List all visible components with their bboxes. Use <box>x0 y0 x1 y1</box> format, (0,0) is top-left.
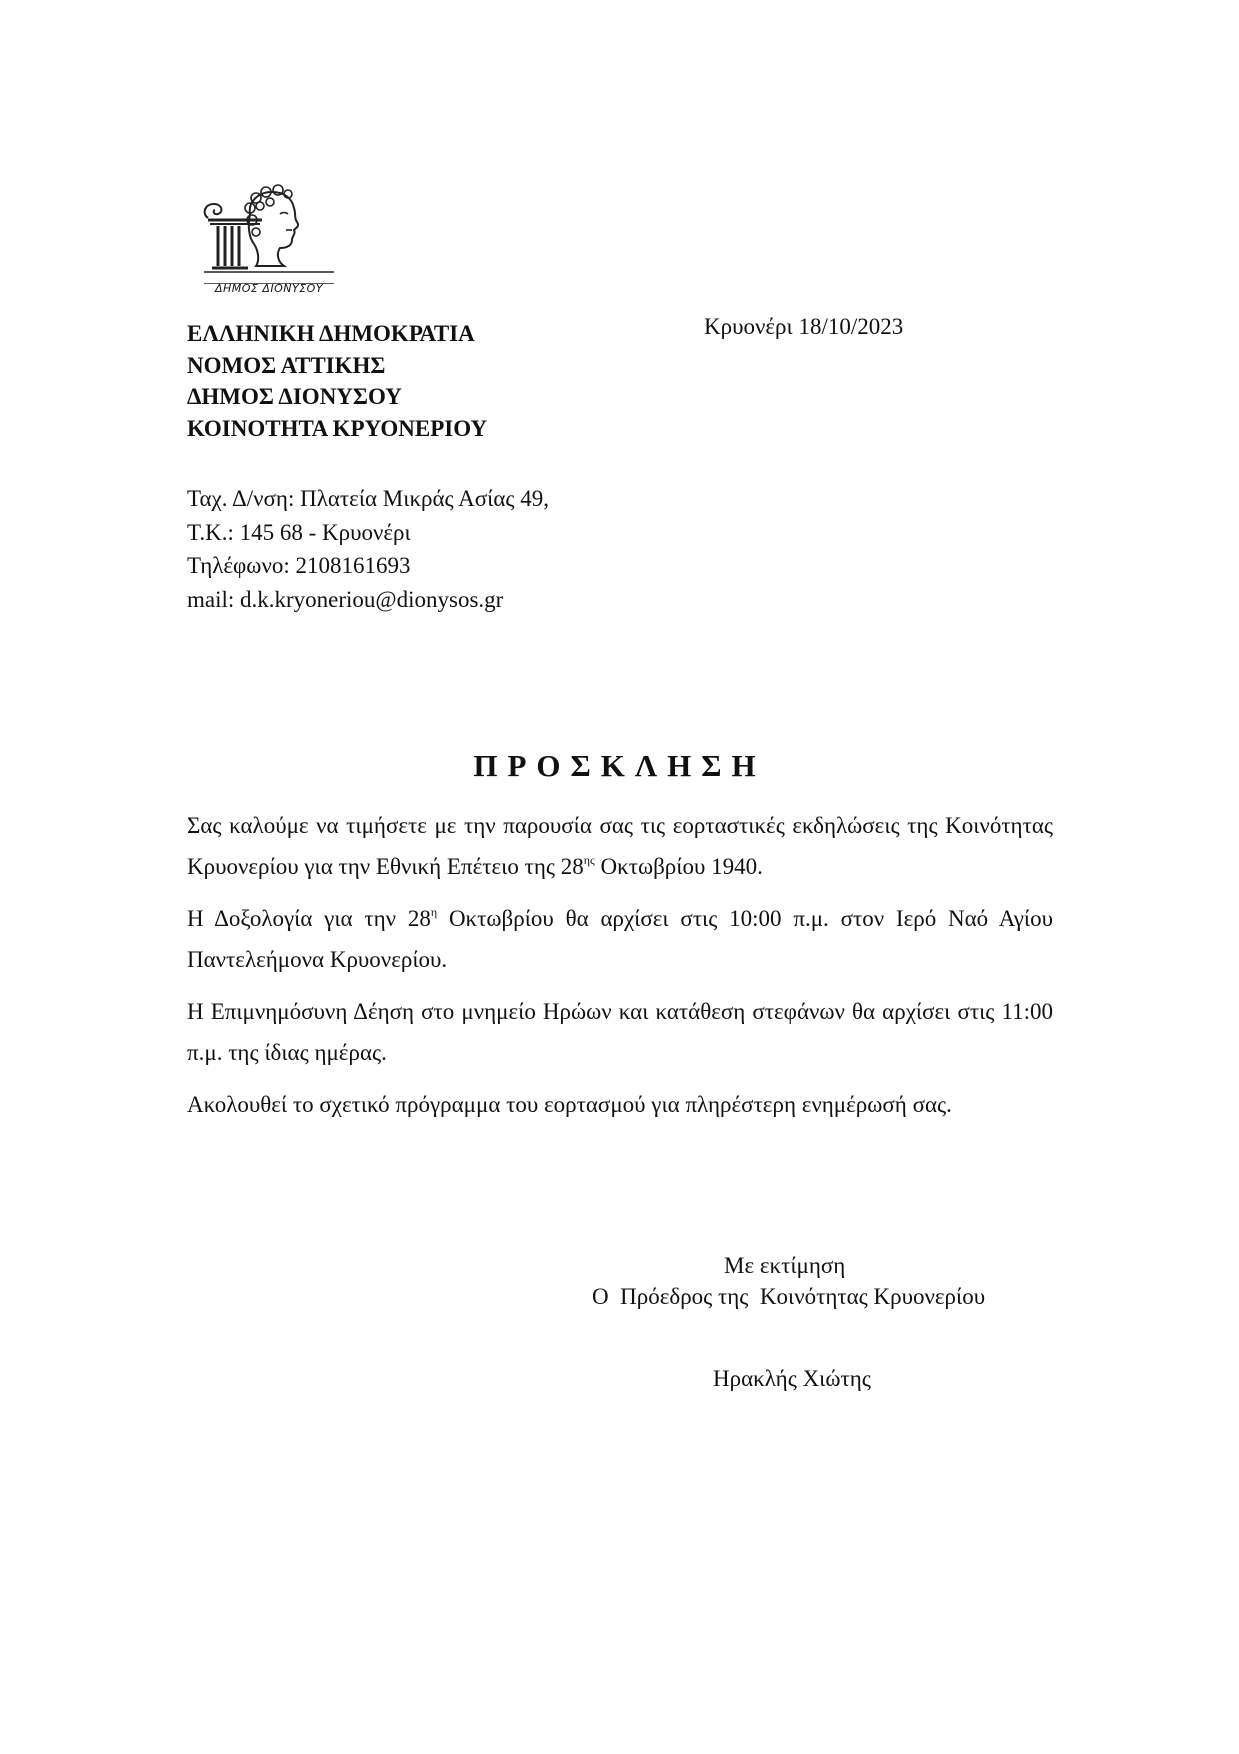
p1-text-end: Οκτωβρίου 1940. <box>594 853 763 879</box>
p2-text: Η Δοξολογία για την 28 <box>187 906 431 931</box>
paragraph-memorial: Η Επιμνημόσυνη Δέηση στο μνημείο Ηρώων και κατάθεση στεφάνων θα αρχίσει στις 11:00 π.μ. της ίδιας ημέρας. <box>187 999 1053 1065</box>
address-phone: Τηλέφωνο: 2108161693 <box>187 553 411 578</box>
contact-address <box>187 482 549 616</box>
invitation-body <box>187 806 1053 1138</box>
paragraph-doxology <box>187 899 1053 980</box>
header-line-country: ΕΛΛΗΝΙΚΗ ΔΗΜΟΚΡΑΤΙΑ <box>187 321 475 346</box>
p1-text: Σας καλούμε να τιμήσετε με την παρουσία σας τις εορταστικές εκδηλώσεις της Κοινότητας Κρυονερίου για την Εθνική Επέτειο της 28 <box>187 813 1053 879</box>
header-line-municipality: ΔΗΜΟΣ ΔΙΟΝΥΣΟΥ <box>187 384 402 409</box>
logo-caption: ΔΗΜΟΣ ΔΙΟΝΥΣΟΥ <box>214 282 324 295</box>
paragraph-invitation <box>187 806 1053 887</box>
closing-role: Ο Πρόεδρος της Κοινότητας Κρυονερίου <box>592 1284 986 1309</box>
address-mail: mail: d.k.kryoneriou@dionysos.gr <box>187 586 504 612</box>
dionysus-head-icon <box>200 184 338 284</box>
address-street: Ταχ. Δ/νση: Πλατεία Μικράς Ασίας 49, <box>187 486 550 511</box>
p2-superscript: η <box>430 905 438 919</box>
issuer-header <box>187 318 487 444</box>
signatory-name: Ηρακλής Χιώτης <box>713 1366 871 1391</box>
document-date: Κρυονέρι 18/10/2023 <box>704 314 904 339</box>
paragraph-program: Ακολουθεί το σχετικό πρόγραμμα του εορτασμού για πληρέστερη ενημέρωσή σας. <box>187 1092 952 1117</box>
header-line-community: ΚΟΙΝΟΤΗΤΑ ΚΡΥΟΝΕΡΙΟΥ <box>187 415 488 441</box>
closing-greeting: Με εκτίμηση <box>724 1253 846 1278</box>
header-line-prefecture: ΝΟΜΟΣ ΑΤΤΙΚΗΣ <box>187 352 386 378</box>
document-title: ΠΡΟΣΚΛΗΣΗ <box>473 748 766 783</box>
p1-superscript: ης <box>583 852 595 867</box>
p2-text-end: Οκτωβρίου θα αρχίσει στις 10:00 π.μ. στον Ιερό Ναό Αγίου Παντελεήμονα Κρυονερίου. <box>187 906 1053 972</box>
municipality-logo <box>200 184 338 302</box>
address-postal: Τ.Κ.: 145 68 - Κρυονέρι <box>187 519 411 545</box>
